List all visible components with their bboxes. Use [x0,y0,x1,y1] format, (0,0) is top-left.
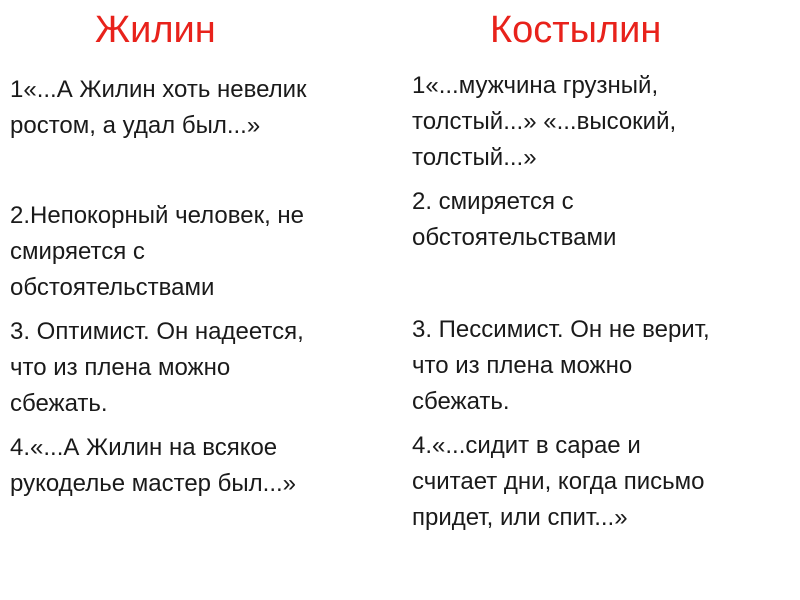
kostylin-point-2: 2. смиряется с обстоятельствами [412,188,617,251]
zhilin-point-2: 2.Непокорный человек, не смиряется с обстоятельствами [10,202,305,301]
zhilin-point-4: 4.«...А Жилин на всякое рукоделье мастер был...» [10,434,297,497]
heading-kostylin: Костылин [490,9,662,51]
zhilin-point-1: 1«...А Жилин хоть невелик ростом, а удал был...» [10,76,307,139]
zhilin-point-3: 3. Оптимист. Он надеется, что из плена можно сбежать. [10,318,304,417]
kostylin-point-1: 1«...мужчина грузный, толстый...» «...высокий, толстый...» [412,72,677,171]
kostylin-point-3: 3. Пессимист. Он не верит, что из плена можно сбежать. [412,316,710,415]
kostylin-point-4: 4.«...сидит в сарае и считает дни, когда письмо придет, или спит...» [412,432,705,531]
heading-zhilin: Жилин [95,9,216,51]
